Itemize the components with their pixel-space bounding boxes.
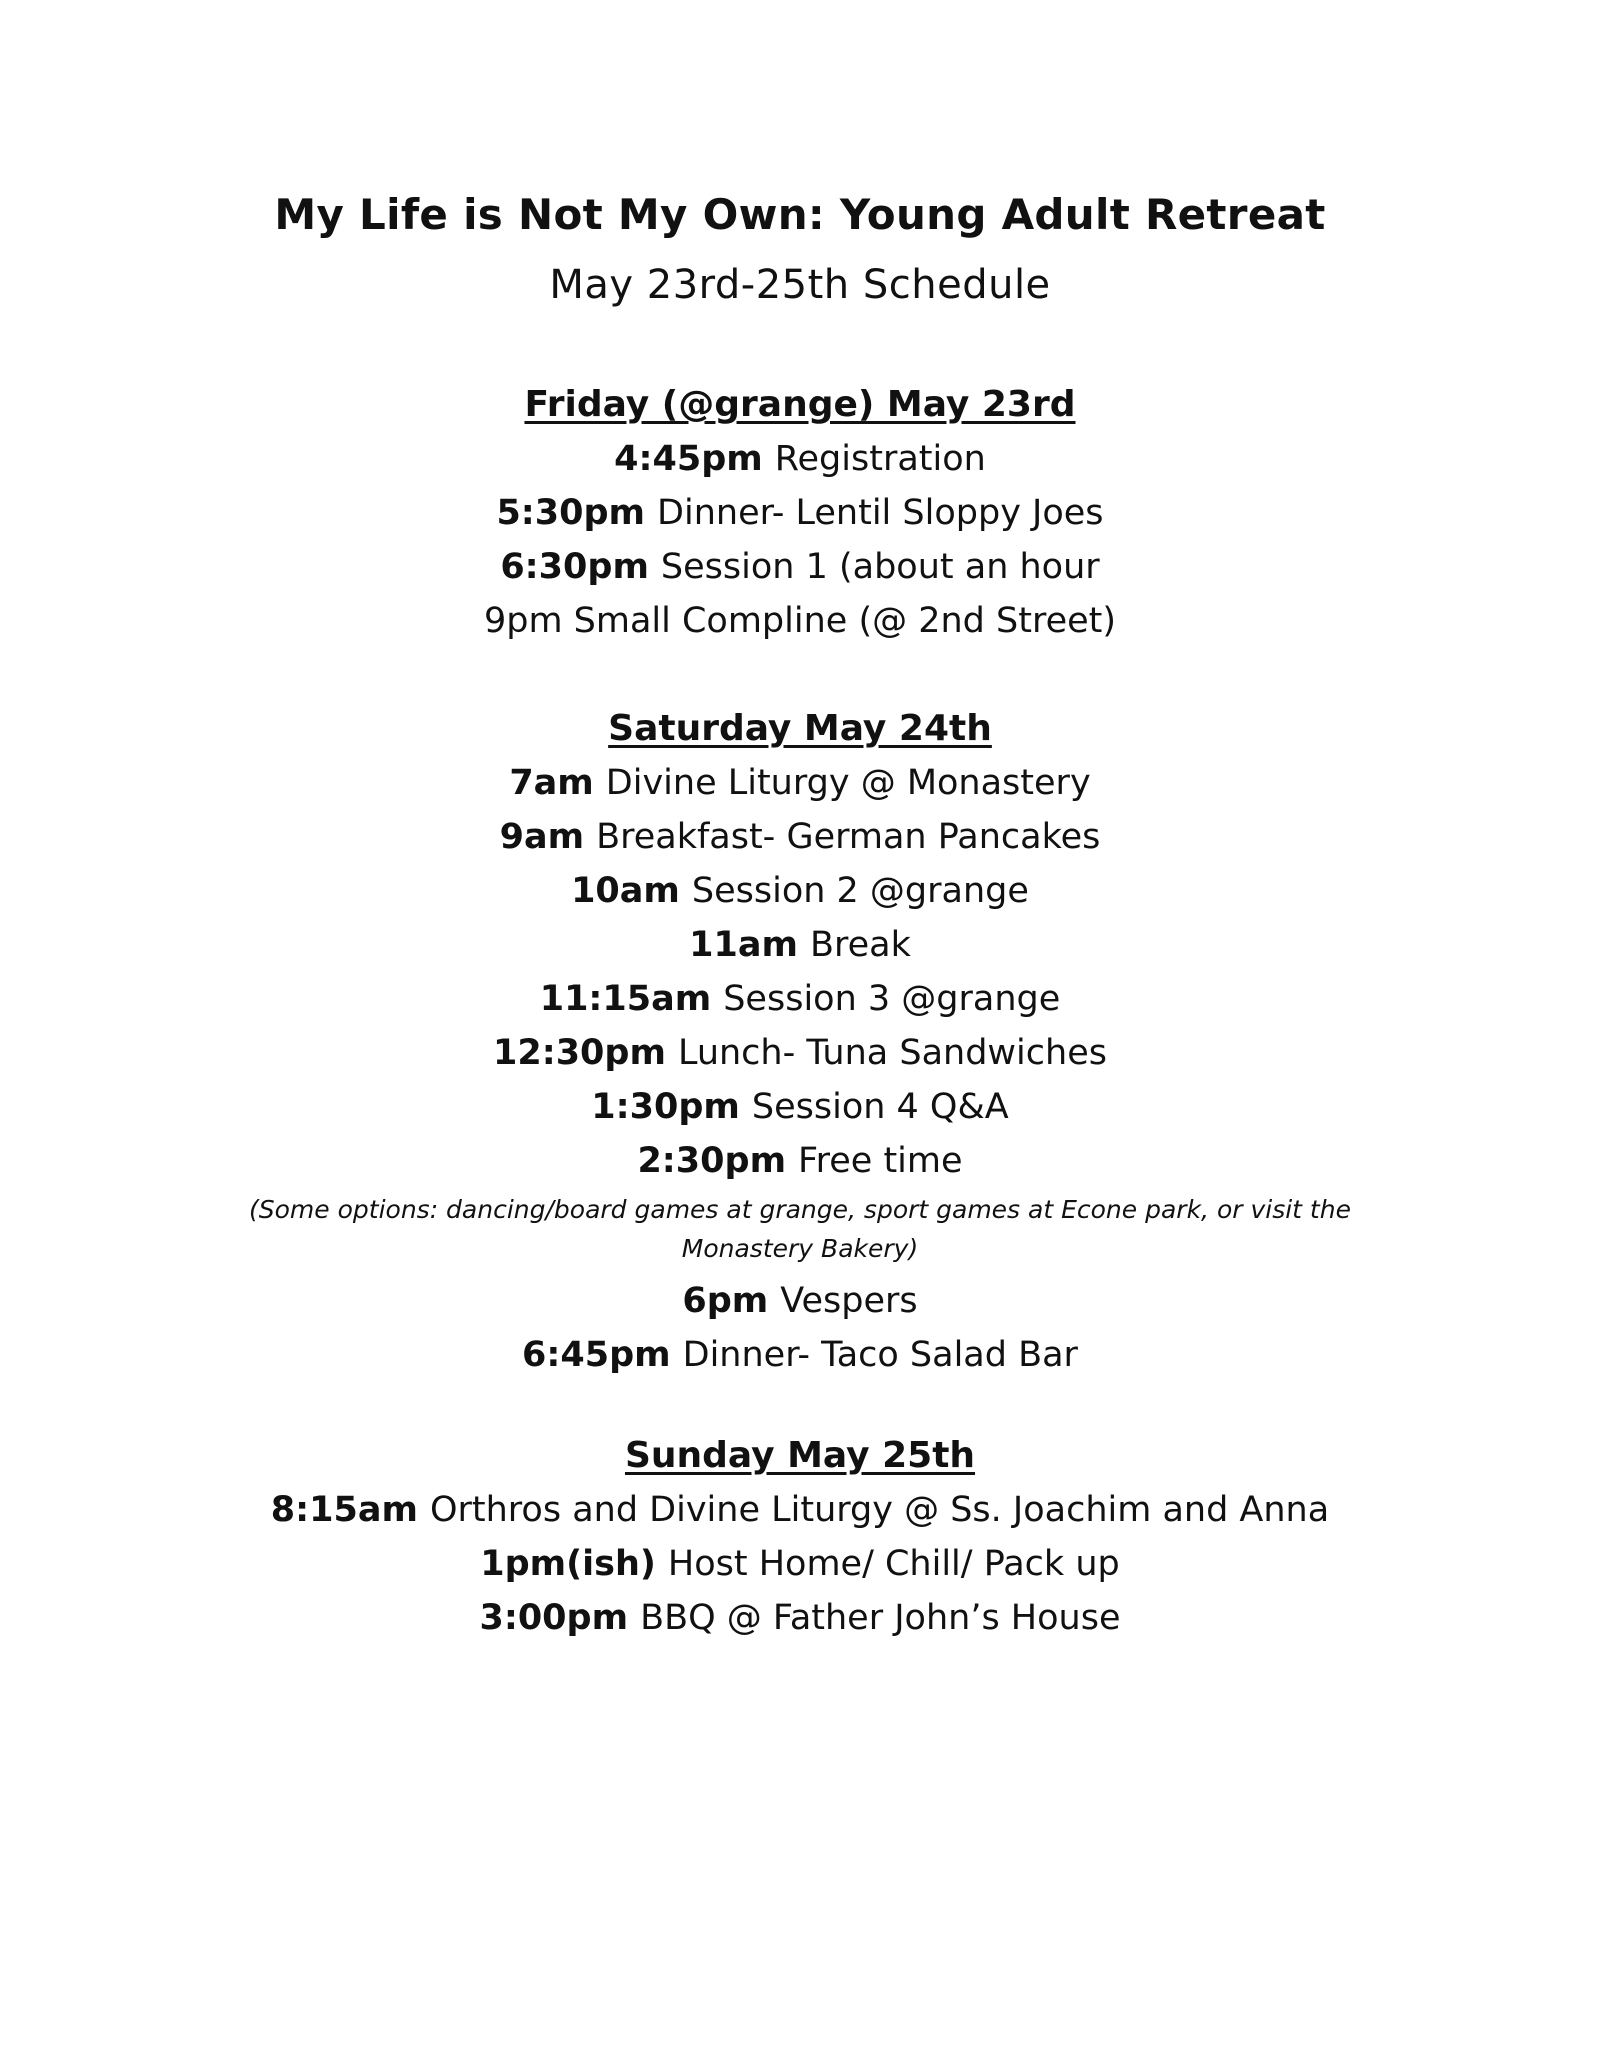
schedule-item [0, 1483, 1600, 1537]
item-time: 11am [689, 925, 798, 965]
schedule-item [0, 1591, 1600, 1645]
item-activity: Orthros and Divine Liturgy @ Ss. Joachim and Anna [429, 1490, 1330, 1530]
item-time: 1:30pm [591, 1087, 740, 1127]
schedule-item [0, 972, 1600, 1026]
friday-heading: Friday (@grange) May 23rd [524, 384, 1076, 425]
schedule-item [0, 1274, 1600, 1328]
free-time-note: (Some options: dancing/board games at grange, sport games at Econe park, or visit the Monastery Bakery) [249, 1195, 1351, 1263]
item-time: 4:45pm [614, 439, 763, 479]
item-activity: Session 4 Q&A [751, 1087, 1009, 1127]
item-activity: Divine Liturgy @ Monastery [605, 763, 1091, 803]
item-activity: Session 3 @grange [723, 979, 1061, 1019]
sunday-heading: Sunday May 25th [624, 1435, 976, 1476]
item-activity: Free time [798, 1141, 963, 1181]
schedule-item [0, 864, 1600, 918]
schedule-item [0, 810, 1600, 864]
item-activity: Session 1 (about an hour [660, 547, 1100, 587]
item-activity: Host Home/ Chill/ Pack up [667, 1544, 1120, 1584]
schedule-item [0, 1134, 1600, 1188]
item-activity: Session 2 @grange [691, 871, 1029, 911]
item-activity: Dinner- Taco Salad Bar [682, 1335, 1078, 1375]
item-time: 2:30pm [637, 1141, 787, 1181]
item-time: 6pm [682, 1281, 769, 1321]
item-activity: Break [809, 925, 911, 965]
item-activity: Registration [774, 439, 986, 479]
item-time: 1pm(ish) [480, 1544, 656, 1584]
item-time: 10am [571, 871, 680, 911]
friday-section [0, 378, 1600, 648]
schedule-item [0, 1080, 1600, 1134]
schedule-item [0, 594, 1600, 648]
schedule-item [0, 1328, 1600, 1382]
schedule-item [0, 756, 1600, 810]
saturday-heading: Saturday May 24th [608, 708, 992, 749]
schedule-item [0, 540, 1600, 594]
item-time: 11:15am [539, 979, 712, 1019]
item-activity: 9pm Small Compline (@ 2nd Street) [483, 601, 1117, 641]
saturday-section [0, 702, 1600, 1382]
item-time: 6:30pm [500, 547, 649, 587]
item-time: 7am [509, 763, 594, 803]
schedule-subtitle: May 23rd-25th Schedule [549, 262, 1051, 308]
schedule-item [0, 1026, 1600, 1080]
item-activity: BBQ @ Father John’s House [640, 1598, 1121, 1638]
item-activity: Lunch- Tuna Sandwiches [677, 1033, 1107, 1073]
item-time: 6:45pm [522, 1335, 671, 1375]
retreat-title: My Life is Not My Own: Young Adult Retreat [274, 190, 1326, 239]
item-time: 8:15am [270, 1490, 418, 1530]
item-time: 5:30pm [496, 493, 646, 533]
item-activity: Vespers [780, 1281, 918, 1321]
item-activity: Breakfast- German Pancakes [596, 817, 1101, 857]
schedule-item [0, 1537, 1600, 1591]
item-time: 9am [499, 817, 585, 857]
item-time: 12:30pm [493, 1033, 666, 1073]
schedule-item [0, 918, 1600, 972]
item-activity: Dinner- Lentil Sloppy Joes [657, 493, 1104, 533]
sunday-section [0, 1429, 1600, 1645]
item-time: 3:00pm [479, 1598, 629, 1638]
schedule-item [0, 432, 1600, 486]
schedule-item [0, 486, 1600, 540]
